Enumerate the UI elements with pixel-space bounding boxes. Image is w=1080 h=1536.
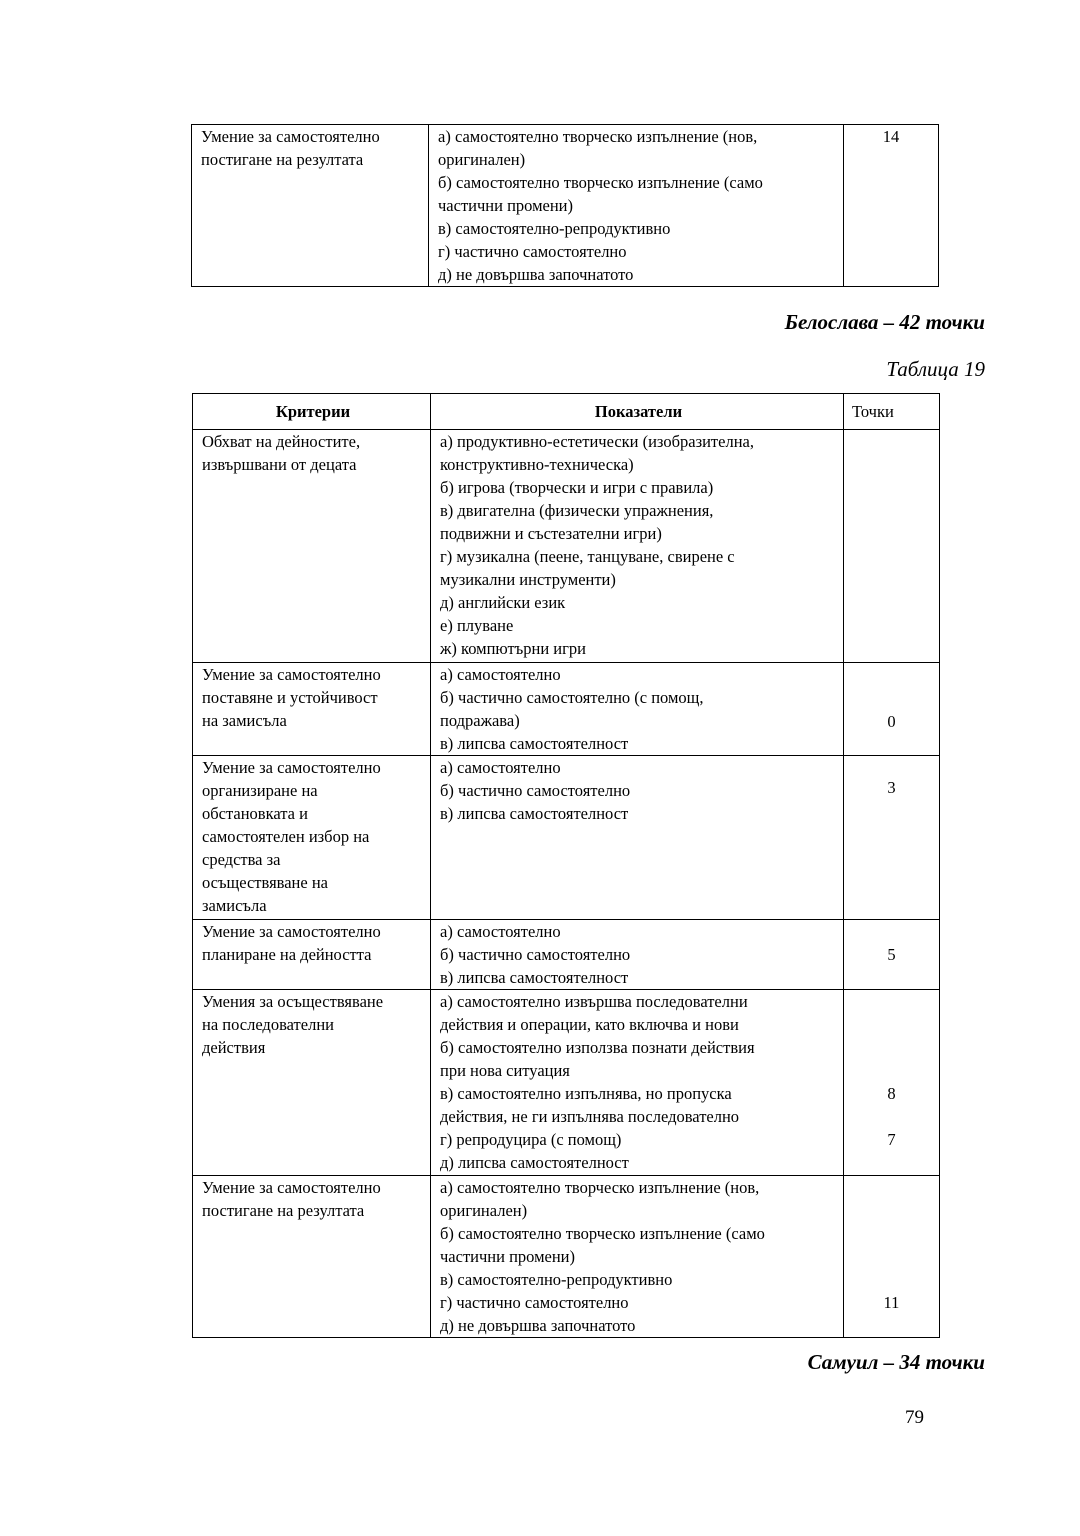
table-row xyxy=(193,1176,940,1338)
points-cell xyxy=(844,756,940,920)
caption-beloslava: Белослава – 42 точки xyxy=(784,310,985,334)
criterion-cell: Обхват на дейностите, извършвани от децата xyxy=(193,430,431,663)
table-row xyxy=(192,125,939,287)
page-number: 79 xyxy=(905,1407,924,1428)
header-indicators: Показатели xyxy=(431,394,844,430)
indicators-cell: а) самостоятелно б) частично самостоятелно (с помощ, подражава) в) липсва самостоятелност xyxy=(431,663,844,756)
table-row xyxy=(193,990,940,1176)
criterion-cell: Умение за самостоятелно организиране на обстановката и самостоятелен избор на средства за осъществяване на замисъла xyxy=(193,756,431,920)
top-table xyxy=(191,124,939,287)
points-value: 3 xyxy=(887,778,896,797)
table-row xyxy=(193,430,940,663)
table-row xyxy=(193,920,940,990)
points-value: 11 xyxy=(883,1293,900,1312)
points-cell xyxy=(844,663,940,756)
header-points: Точки xyxy=(844,394,940,430)
points-cell xyxy=(844,125,939,287)
table-row xyxy=(193,663,940,756)
criterion-cell: Умение за самостоятелно поставяне и устойчивост на замисъла xyxy=(193,663,431,756)
caption-samuil: Самуил – 34 точки xyxy=(807,1350,985,1374)
header-row xyxy=(193,394,940,430)
points-cell xyxy=(844,430,940,663)
header-criteria: Критерии xyxy=(193,394,431,430)
points-cell xyxy=(844,920,940,990)
table-row xyxy=(193,756,940,920)
table-19 xyxy=(192,393,940,1338)
points-value: 5 xyxy=(887,945,896,964)
indicators-cell: а) самостоятелно б) частично самостоятелно в) липсва самостоятелност xyxy=(431,756,844,920)
points-cell xyxy=(844,1176,940,1338)
criterion-cell: Умение за самостоятелно постигане на резултата xyxy=(192,125,429,287)
criterion-cell: Умение за самостоятелно планиране на дейността xyxy=(193,920,431,990)
table-label: Таблица 19 xyxy=(886,357,985,381)
criterion-cell: Умения за осъществяване на последователни действия xyxy=(193,990,431,1176)
indicators-cell: а) самостоятелно творческо изпълнение (нов, оригинален) б) самостоятелно творческо изпълнение (само частични промени) в) самостоятелно-репродуктивно г) частично самостоятелно д) не довършва започнатото xyxy=(429,125,844,287)
indicators-cell: а) самостоятелно творческо изпълнение (нов, оригинален) б) самостоятелно творческо изпълнение (само частични промени) в) самостоятелно-репродуктивно г) частично самостоятелно д) не довършва започнатото xyxy=(431,1176,844,1338)
indicators-cell: а) продуктивно-естетически (изобразителна, конструктивно-техническа) б) игрова (творчески и игри с правила) в) двигателна (физически упражнения, подвижни и състезателни игри) г) музикална (пеене, танцуване, свирене с музикални инструменти) д) английски език е) плуване ж) компютърни игри xyxy=(431,430,844,663)
points-value: 14 xyxy=(882,127,900,146)
points-cell xyxy=(844,990,940,1176)
points-value: 8 xyxy=(887,1084,896,1103)
points-value: 0 xyxy=(887,712,896,731)
indicators-cell: а) самостоятелно б) частично самостоятелно в) липсва самостоятелност xyxy=(431,920,844,990)
criterion-cell: Умение за самостоятелно постигане на резултата xyxy=(193,1176,431,1338)
indicators-cell: а) самостоятелно извършва последователни действия и операции, като включва и нови б) самостоятелно използва познати действия при нова ситуация в) самостоятелно изпълнява, но пропуска действия, не ги изпълнява последователно г) репродуцира (с помощ) д) липсва самостоятелност xyxy=(431,990,844,1176)
points-value: 7 xyxy=(887,1130,896,1149)
